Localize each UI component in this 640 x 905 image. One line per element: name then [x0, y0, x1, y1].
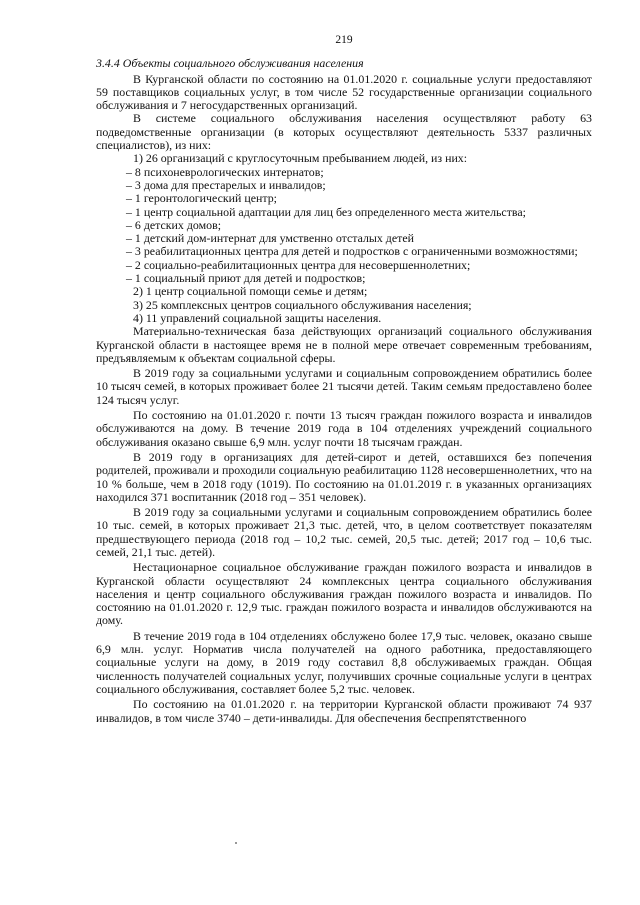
intro-paragraph-2: В системе социального обслуживания населения осуществляют работу 63 подведомственные организации (в которых осуществляют деятельность 5337 различных специалистов), из них: [96, 111, 592, 153]
list-item: – 8 психоневрологических интернатов; [126, 164, 324, 179]
list-item: – 3 дома для престарелых и инвалидов; [126, 177, 326, 192]
body-paragraph-4: В 2019 году в организациях для детей-сирот и детей, оставшихся без попечения родителей, проживали и проходили социальную реабилитацию 1128 несовершеннолетних, что на 10 % больше, чем в 2018 году (1019). По состоянию на 01.01.2019 г. в указанных организациях находился 371 воспитанник (2018 год – 351 человек). [96, 449, 592, 504]
list-item: – 2 социально-реабилитационных центра для несовершеннолетних; [126, 257, 471, 272]
list-item: – 1 геронтологический центр; [126, 191, 277, 206]
organizations-list [96, 152, 592, 325]
page-number: 219 [335, 34, 353, 46]
list-item: – 6 детских домов; [126, 217, 221, 232]
body-paragraph-1: Материально-техническая база действующих организаций социального обслуживания Курганской области в настоящее время не в полной мере отвечает современным требованиям, предъявляемым к объектам социальной сферы. [96, 324, 592, 365]
document-page [96, 34, 592, 725]
list-item: 2) 1 центр социальной помощи семье и детям; [133, 284, 368, 299]
list-item: – 3 реабилитационных центра для детей и подростков с ограниченными возможностями; [126, 244, 578, 259]
intro-paragraph-1: В Курганской области по состоянию на 01.01.2020 г. социальные услуги предоставляют 59 поставщиков социальных услуг, в том числе 52 государственные организации социального обслуживания и 7 негосударственных организаций. [96, 71, 592, 113]
body-paragraph-5: В 2019 году за социальными услугами и социальным сопровождением обратились более 10 тыс. семей, в которых проживает 21,3 тыс. детей, что, в целом соответствует показателям предшествующего периода (2018 год – 10,2 тыс. семей, 20,5 тыс. детей; 2017 год – 10,6 тыс. семей, 21,1 тыс. детей). [96, 505, 592, 559]
list-item: 1) 26 организаций с круглосуточным пребыванием людей, из них: [133, 151, 468, 166]
scan-artifact-dot [235, 842, 237, 844]
list-item: 4) 11 управлений социальной защиты населения. [133, 310, 382, 325]
list-item: – 1 детский дом-интернат для умственно отсталых детей [126, 231, 414, 246]
body-paragraph-8: По состоянию на 01.01.2020 г. на территории Курганской области проживают 74 937 инвалидов, в том числе 3740 – дети-инвалиды. Для обеспечения беспрепятственного [96, 697, 592, 725]
body-paragraph-7: В течение 2019 года в 104 отделениях обслужено более 17,9 тыс. человек, оказано свыше 6,9 млн. услуг. Норматив числа получателей на одного работника, предоставляющего социальные услуги на дому, в 2019 году составил 8,8 обслуживаемых граждан. Общая численность получателей социальных услуг, получивших срочные социальные услуги в центрах социального обслуживания, составляет более 5,2 тыс. человек. [96, 628, 592, 696]
list-item: – 1 социальный приют для детей и подростков; [126, 271, 366, 286]
body-paragraph-3: По состоянию на 01.01.2020 г. почти 13 тысяч граждан пожилого возраста и инвалидов обслуживаются на дому. В течение 2019 года в 104 отделениях учреждений социального обслуживания оказано свыше 6,9 млн. услуг почти 18 тысячам граждан. [96, 408, 592, 449]
section-title: 3.4.4 Объекты социального обслуживания населения [96, 56, 364, 71]
list-item: 3) 25 комплексных центров социального обслуживания населения; [133, 297, 472, 312]
body-paragraph-6: Нестационарное социальное обслуживание граждан пожилого возраста и инвалидов в Курганской области осуществляют 24 комплексных центра социального обслуживания населения и центр социального обслуживания граждан пожилого возраста и инвалидов. По состоянию на 01.01.2020 г. 12,9 тыс. граждан пожилого возраста и инвалидов обслуживаются на дому. [96, 560, 592, 628]
body-paragraph-2: В 2019 году за социальными услугами и социальным сопровождением обратились более 10 тысяч семей, в которых проживает более 21 тысячи детей. Таким семьям предоставлено более 124 тысяч услуг. [96, 366, 592, 407]
list-item: – 1 центр социальной адаптации для лиц без определенного места жительства; [126, 204, 526, 219]
